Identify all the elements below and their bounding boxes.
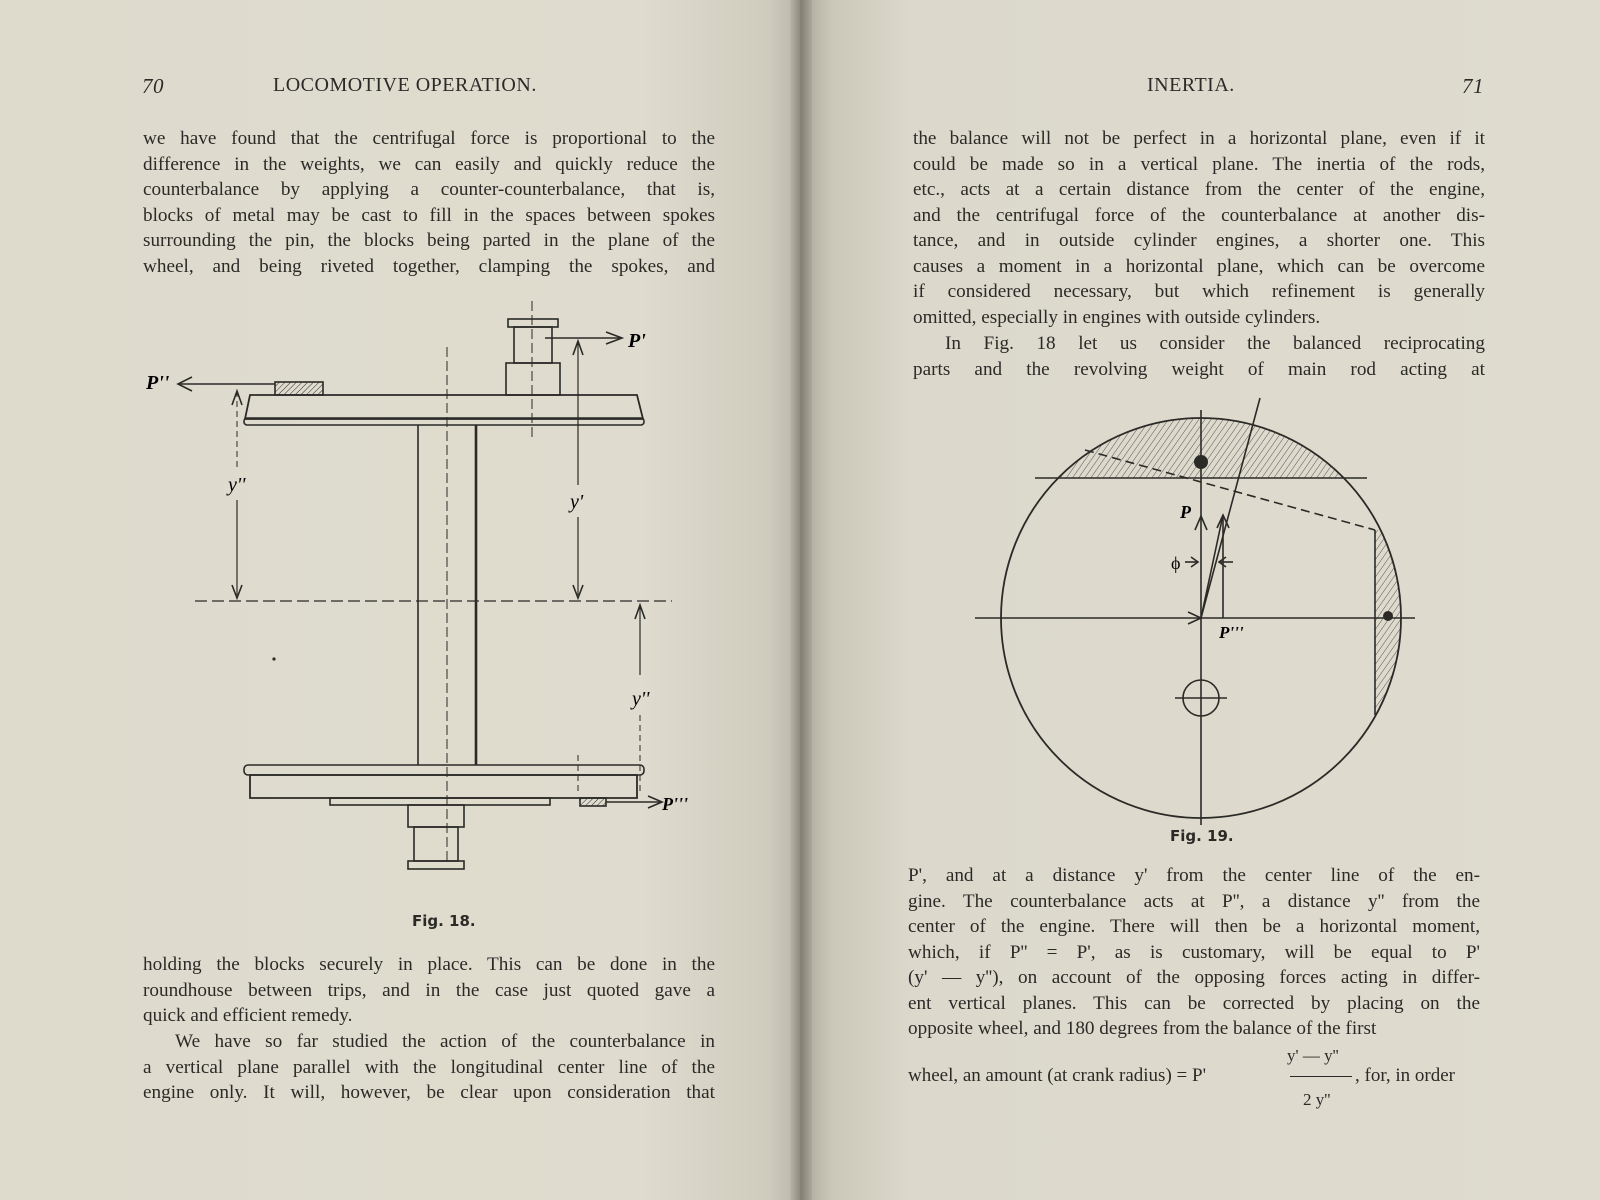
text-line: blocks of metal may be cast to fill in the spaces between spokes bbox=[143, 204, 715, 226]
figure-19-caption: Fig. 19. bbox=[1170, 827, 1234, 845]
text-line: etc., acts at a certain distance from the center of the engine, bbox=[913, 179, 1485, 200]
left-paragraph-bottom-2 bbox=[143, 1029, 715, 1106]
label-y-prime: y' bbox=[570, 491, 584, 513]
left-paragraph-bottom-1 bbox=[143, 952, 715, 1029]
label-y-double-upper: y'' bbox=[228, 474, 246, 496]
text-line: if considered necessary, but which refinement is generally bbox=[913, 281, 1485, 302]
text-line: could be made so in a vertical plane. The inertia of the rods, bbox=[913, 153, 1485, 175]
text-line: holding the blocks securely in place. This can be done in the bbox=[143, 954, 715, 975]
label-p-double: P'' bbox=[146, 372, 170, 394]
figure-18-diagram bbox=[140, 295, 720, 895]
text-line: and the centrifugal force of the counterbalance at another dis- bbox=[913, 204, 1485, 226]
text-line: surrounding the pin, the blocks being parted in the plane of the bbox=[143, 230, 715, 251]
text-line: (y' — y''), on account of the opposing forces acting in differ- bbox=[908, 967, 1480, 988]
text-line: which, if P'' = P', as is customary, will be equal to P' bbox=[908, 941, 1480, 963]
text-line: omitted, especially in engines with outside cylinders. bbox=[913, 306, 1321, 328]
text-line: P', and at a distance y' from the center line of the en- bbox=[908, 865, 1480, 886]
text-line: ent vertical planes. This can be corrected by placing on the bbox=[908, 992, 1480, 1014]
label-p-prime: P' bbox=[628, 330, 646, 352]
formula-before: wheel, an amount (at crank radius) = P' bbox=[908, 1065, 1206, 1086]
text-line: quick and efficient remedy. bbox=[143, 1005, 353, 1026]
fraction-bar bbox=[1290, 1076, 1352, 1077]
text-line: gine. The counterbalance acts at P'', a distance y'' from the bbox=[908, 890, 1480, 912]
label-p-triple-fig19: P''' bbox=[1219, 623, 1244, 642]
right-paragraph-top bbox=[913, 126, 1485, 330]
text-line: engine only. It will, however, be clear upon consideration that bbox=[143, 1082, 715, 1103]
book-gutter bbox=[790, 0, 812, 1200]
right-paragraph-top-2 bbox=[913, 331, 1485, 382]
formula-after: , for, in order bbox=[1355, 1065, 1456, 1086]
text-line: a vertical plane parallel with the longitudinal center line of the bbox=[143, 1056, 715, 1078]
label-p: P bbox=[1180, 502, 1191, 522]
figure-19-diagram bbox=[975, 390, 1435, 830]
text-line: In Fig. 18 let us consider the balanced reciprocating bbox=[945, 333, 1485, 354]
right-paragraph-bottom bbox=[908, 863, 1480, 1042]
text-line: opposite wheel, and 180 degrees from the balance of the first bbox=[908, 1018, 1377, 1039]
formula-numerator: y' — y'' bbox=[1287, 1046, 1339, 1065]
left-paragraph-top bbox=[143, 126, 715, 279]
text-line: difference in the weights, we can easily and quickly reduce the bbox=[143, 153, 715, 175]
right-running-head: INERTIA. bbox=[1147, 74, 1235, 96]
figure-18-caption: Fig. 18. bbox=[412, 912, 476, 930]
text-line: roundhouse between trips, and in the case just quoted gave a bbox=[143, 979, 715, 1001]
formula-denominator: 2 y'' bbox=[1303, 1090, 1331, 1109]
text-line: counterbalance by applying a counter-counterbalance, that is, bbox=[143, 179, 715, 200]
text-line: parts and the revolving weight of main rod acting at bbox=[913, 358, 1485, 380]
text-line: tance, and in outside cylinder engines, a shorter one. This bbox=[913, 230, 1485, 251]
label-y-double-lower: y'' bbox=[632, 688, 650, 710]
left-running-head: LOCOMOTIVE OPERATION. bbox=[273, 74, 537, 96]
label-p-triple: P''' bbox=[662, 794, 688, 814]
left-page-number: 70 bbox=[142, 74, 164, 98]
label-phi: ϕ bbox=[1171, 553, 1181, 573]
text-line: the balance will not be perfect in a horizontal plane, even if it bbox=[913, 128, 1485, 149]
text-line: We have so far studied the action of the counterbalance in bbox=[175, 1031, 715, 1052]
text-line: wheel, and being riveted together, clamping the spokes, and bbox=[143, 255, 715, 277]
text-line: center of the engine. There will then be a horizontal moment, bbox=[908, 916, 1480, 937]
right-page-number: 71 bbox=[1462, 74, 1484, 98]
text-line: we have found that the centrifugal force is proportional to the bbox=[143, 128, 715, 149]
text-line: causes a moment in a horizontal plane, which can be overcome bbox=[913, 255, 1485, 277]
